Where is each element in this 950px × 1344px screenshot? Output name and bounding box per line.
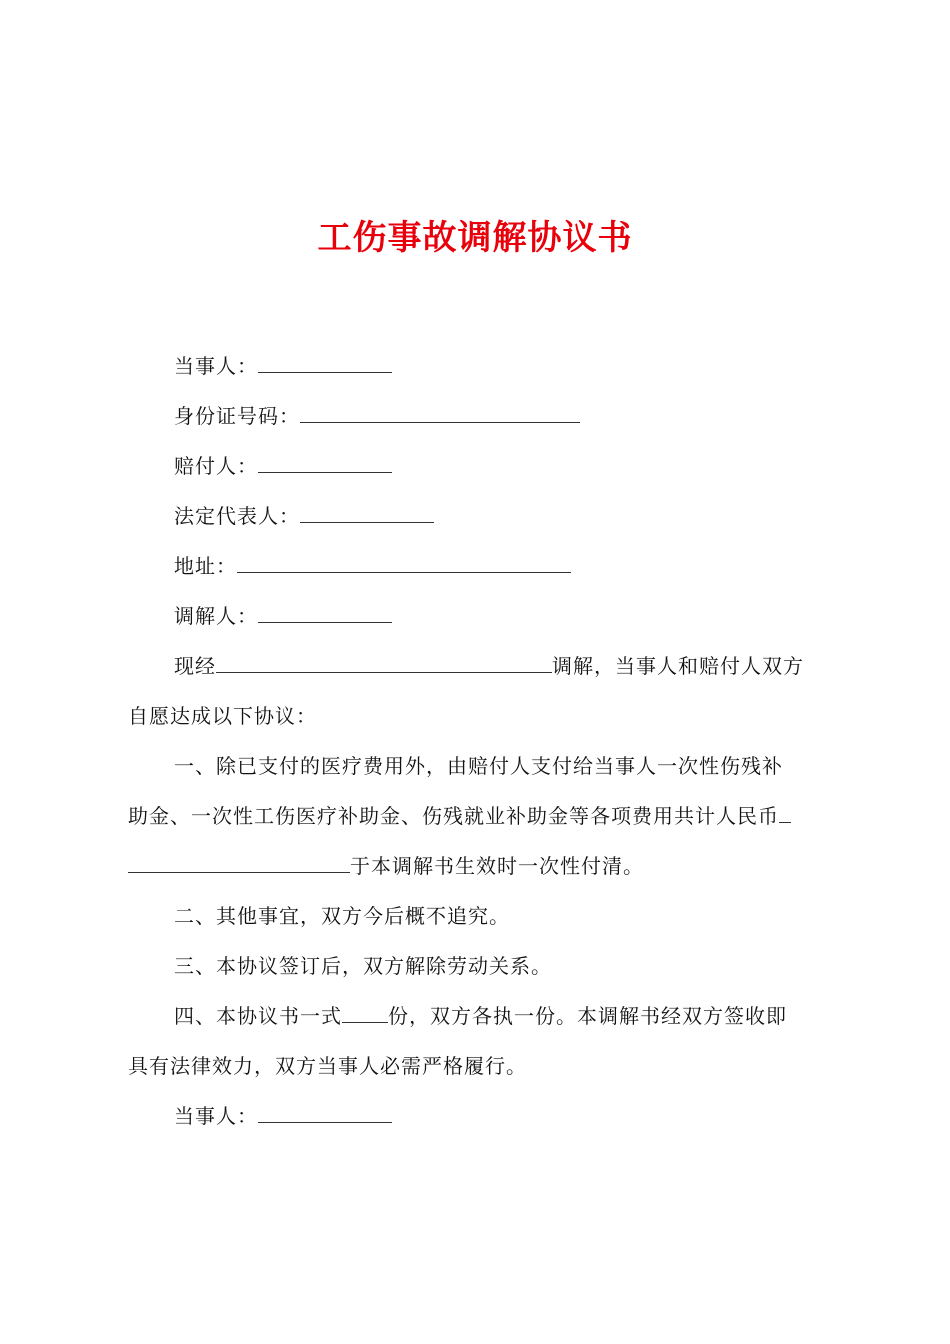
legal-rep-blank[interactable]: [300, 502, 434, 523]
address-label: 地址：: [174, 554, 237, 578]
intro-line-1: [174, 652, 834, 680]
party-field: [174, 352, 834, 380]
mediator-label: 调解人：: [174, 604, 258, 628]
id-number-blank[interactable]: [300, 402, 580, 423]
intro-mediator-blank[interactable]: [216, 652, 552, 673]
clause4-line-2: 具有法律效力，双方当事人必需严格履行。: [128, 1054, 527, 1078]
signature-party-label: 当事人：: [174, 1104, 258, 1128]
payer-field: [174, 452, 834, 480]
legal-rep-field: [174, 502, 834, 530]
id-number-field: [174, 402, 834, 430]
payer-blank[interactable]: [258, 452, 392, 473]
copies-blank[interactable]: [342, 1002, 388, 1023]
clause3: 三、本协议签订后，双方解除劳动关系。: [174, 954, 552, 978]
address-blank[interactable]: [237, 552, 571, 573]
clause1-line-2: [128, 802, 828, 830]
payer-label: 赔付人：: [174, 454, 258, 478]
clause1-line-3-text: 于本调解书生效时一次性付清。: [350, 854, 644, 878]
id-number-label: 身份证号码：: [174, 404, 300, 428]
intro-prefix: 现经: [174, 654, 216, 678]
clause4-line-1: [174, 1002, 834, 1030]
document-title: 工伤事故调解协议书: [317, 218, 633, 258]
intro-suffix: 调解，当事人和赔付人双方: [552, 654, 804, 678]
clause2: 二、其他事宜，双方今后概不追究。: [174, 904, 510, 928]
legal-rep-label: 法定代表人：: [174, 504, 300, 528]
address-field: [174, 552, 834, 580]
intro-line-2: 自愿达成以下协议：: [128, 704, 317, 728]
amount-blank-start[interactable]: [779, 802, 791, 823]
signature-party-field: [174, 1102, 834, 1130]
clause1-line-1: 一、除已支付的医疗费用外，由赔付人支付给当事人一次性伤残补: [174, 754, 783, 778]
signature-party-blank[interactable]: [258, 1102, 392, 1123]
mediator-blank[interactable]: [258, 602, 392, 623]
clause1-line-2-text: 助金、一次性工伤医疗补助金、伤残就业补助金等各项费用共计人民币: [128, 804, 779, 828]
amount-blank[interactable]: [128, 852, 350, 873]
mediator-field: [174, 602, 834, 630]
clause4-prefix: 四、本协议书一式: [174, 1004, 342, 1028]
clause4-suffix: 份，双方各执一份。本调解书经双方签收即: [388, 1004, 787, 1028]
party-blank[interactable]: [258, 352, 392, 373]
clause1-line-3: [128, 852, 828, 880]
party-label: 当事人：: [174, 354, 258, 378]
